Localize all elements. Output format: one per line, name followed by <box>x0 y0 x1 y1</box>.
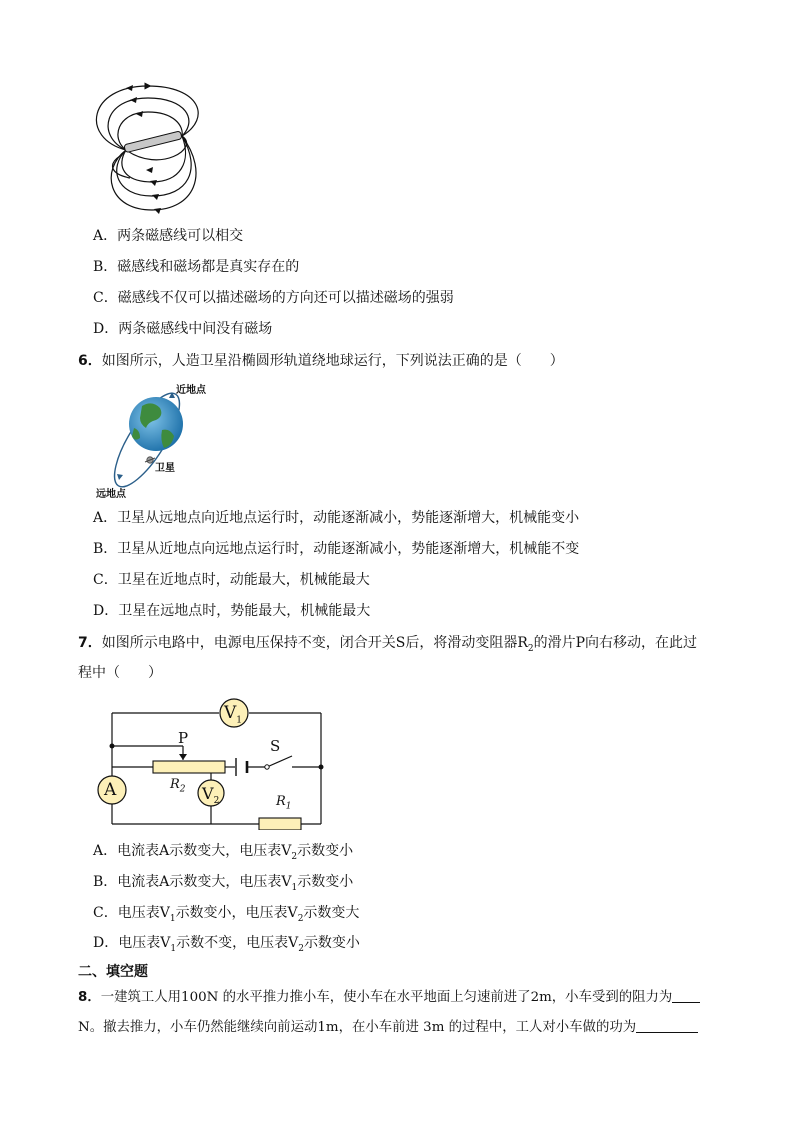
magnetic-field-figure <box>90 78 215 216</box>
q7-option-d[interactable]: D．电压表$V_1$示数不变，电压表$V_2$示数变小 <box>93 935 360 954</box>
q6-option-a[interactable]: A．卫星从远地点向近地点运行时，动能逐渐减小，势能逐渐增大，机械能变小 <box>93 510 580 526</box>
q7-stem-line1 <box>78 633 697 659</box>
satellite-label: 卫星 <box>155 463 175 474</box>
q8-line2 <box>78 1018 698 1038</box>
r1-label: $R_1$ <box>276 794 292 812</box>
v1-label: $V_1$ <box>224 703 243 726</box>
q6-number: 6． <box>78 353 102 369</box>
q7-stem-part-a: 如图所示电路中，电源电压保持不变，闭合开关S后，将滑动变阻器R <box>101 635 528 651</box>
v2-label: $V_2$ <box>202 784 220 807</box>
q6-stem-text: 如图所示，人造卫星沿椭圆形轨道绕地球运行，下列说法正确的是（ ） <box>101 353 564 369</box>
resistor-r1 <box>259 818 301 830</box>
switch-s-label: S <box>270 737 281 755</box>
q8-line1 <box>78 988 700 1008</box>
q5-option-c[interactable]: C．磁感线不仅可以描述磁场的方向还可以描述磁场的强弱 <box>93 290 454 306</box>
rheostat-r2 <box>153 761 225 773</box>
ammeter-label: A <box>104 780 117 800</box>
satellite-orbit-figure <box>92 378 202 498</box>
q6-option-c[interactable]: C．卫星在近地点时，动能最大，机械能最大 <box>93 572 370 588</box>
q6-option-b[interactable]: B．卫星从近地点向远地点运行时，动能逐渐减小，势能逐渐增大，机械能不变 <box>93 541 580 557</box>
q7-stem-line2: 程中（ ） <box>78 665 162 681</box>
q5-option-d[interactable]: D．两条磁感线中间没有磁场 <box>93 321 273 337</box>
q8-blank-1[interactable] <box>672 988 700 1003</box>
q7-number: 7． <box>78 635 102 651</box>
q8-line1-text: 一建筑工人用100N 的水平推力推小车，使小车在水平地面上匀速前进了2m，小车受到的阻力为 <box>100 990 673 1005</box>
q8-line2-text: N。撤去推力，小车仍然能继续向前运动1m，在小车前进 3m 的过程中，工人对小车做的功为 <box>78 1020 637 1035</box>
q7-option-a[interactable]: A．电流表A示数变大，电压表$V_2$示数变小 <box>93 843 354 862</box>
q8-number: 8． <box>78 990 101 1005</box>
circuit-diagram <box>95 698 330 830</box>
q8-blank-2[interactable] <box>636 1018 698 1033</box>
q6-stem <box>78 351 564 371</box>
section-2-title: 二、填空题 <box>78 964 148 980</box>
q7-option-c[interactable]: C．电压表$V_1$示数变小，电压表$V_2$示数变大 <box>93 905 360 924</box>
q5-option-a[interactable]: A．两条磁感线可以相交 <box>93 228 244 244</box>
q7-stem-part-b: 的滑片P向右移动，在此过 <box>533 635 698 651</box>
q7-stem-sub: 2 <box>527 643 534 654</box>
apogee-label: 远地点 <box>96 489 126 500</box>
r2-label: $R_2$ <box>170 777 186 795</box>
perigee-label: 近地点 <box>176 385 206 396</box>
q7-option-b[interactable]: B．电流表A示数变大，电压表$V_1$示数变小 <box>93 874 354 893</box>
q6-option-d[interactable]: D．卫星在远地点时，势能最大，机械能最大 <box>93 603 371 619</box>
slider-p-label: P <box>178 729 189 747</box>
q5-option-b[interactable]: B．磁感线和磁场都是真实存在的 <box>93 259 300 275</box>
